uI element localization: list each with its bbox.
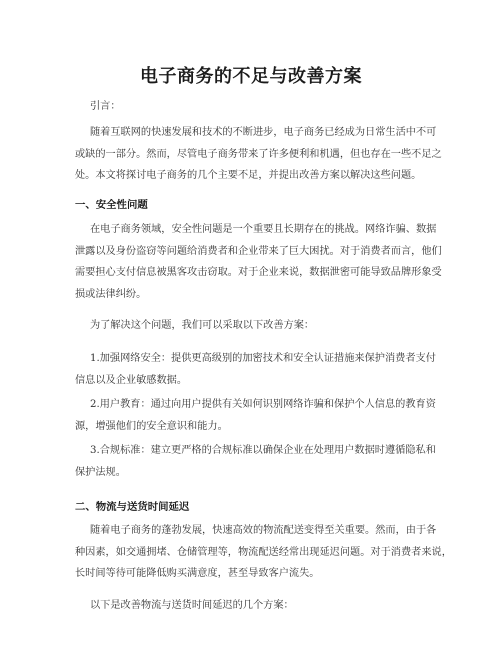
intro-paragraph [75, 122, 442, 187]
text-line: 3.合规标准：建立更严格的合规标准以确保企业在处理用户数据时遵循隐私和 [90, 445, 436, 456]
text-line: 信息以及企业敏感数据。 [75, 374, 188, 386]
security-paragraph [75, 219, 442, 305]
text-line: 泄露以及身份盗窃等问题给消费者和企业带来了巨大困扰。对于消费者而言，他们 [75, 245, 442, 257]
text-line: 处。本文将探讨电子商务的几个主要不足，并提出改善方案以解决这些问题。 [75, 170, 422, 181]
text-line: 源，增强他们的安全意识和能力。 [75, 420, 228, 432]
text-line: 损或法律纠纷。 [75, 288, 147, 300]
document-title: 电子商务的不足与改善方案 [140, 66, 362, 87]
text-line: 随着互联网的快速发展和技术的不断进步，电子商务已经成为日常生活中不可 [90, 127, 437, 138]
text-line: 长时间等待可能降低购买满意度，甚至导致客户流失。 [75, 568, 320, 579]
text-line: 或缺的一部分。然而，尽管电子商务带来了许多便利和机遇，但也存在一些不足之 [75, 148, 442, 160]
text-line: 在电子商务领域，安全性问题是一个重要且长期存在的挑战。网络诈骗、数据 [90, 224, 437, 235]
text-line: 随着电子商务的蓬勃发展，快速高效的物流配送变得至关重要。然而，由于各 [90, 525, 437, 536]
text-line: 需要担心支付信息被黑客攻击窃取。对于企业来说，数据泄密可能导致品牌形象受 [75, 267, 442, 278]
logistics-solutions-intro: 以下是改善物流与送货时间延迟的几个方案： [90, 600, 294, 611]
text-line: 保护法规。 [75, 466, 126, 478]
text-line: 2.用户教育：通过向用户提供有关如何识别网络诈骗和保护个人信息的教育资 [90, 399, 436, 410]
security-solutions-intro: 为了解决这个问题，我们可以采取以下改善方案： [90, 320, 315, 331]
intro-label: 引言： [90, 101, 121, 112]
list-item [75, 394, 436, 437]
text-line: 1.加强网络安全：提供更高级别的加密技术和安全认证措施来保护消费者支付 [90, 353, 436, 364]
logistics-paragraph [75, 520, 452, 585]
list-item [75, 440, 436, 483]
section-heading-security: 一、安全性问题 [75, 199, 148, 211]
section-heading-logistics: 二、物流与送货时间延迟 [75, 501, 190, 513]
text-line: 种因素，如交通拥堵、仓储管理等，物流配送经常出现延迟问题。对于消费者来说， [75, 546, 452, 558]
list-item [75, 348, 436, 391]
